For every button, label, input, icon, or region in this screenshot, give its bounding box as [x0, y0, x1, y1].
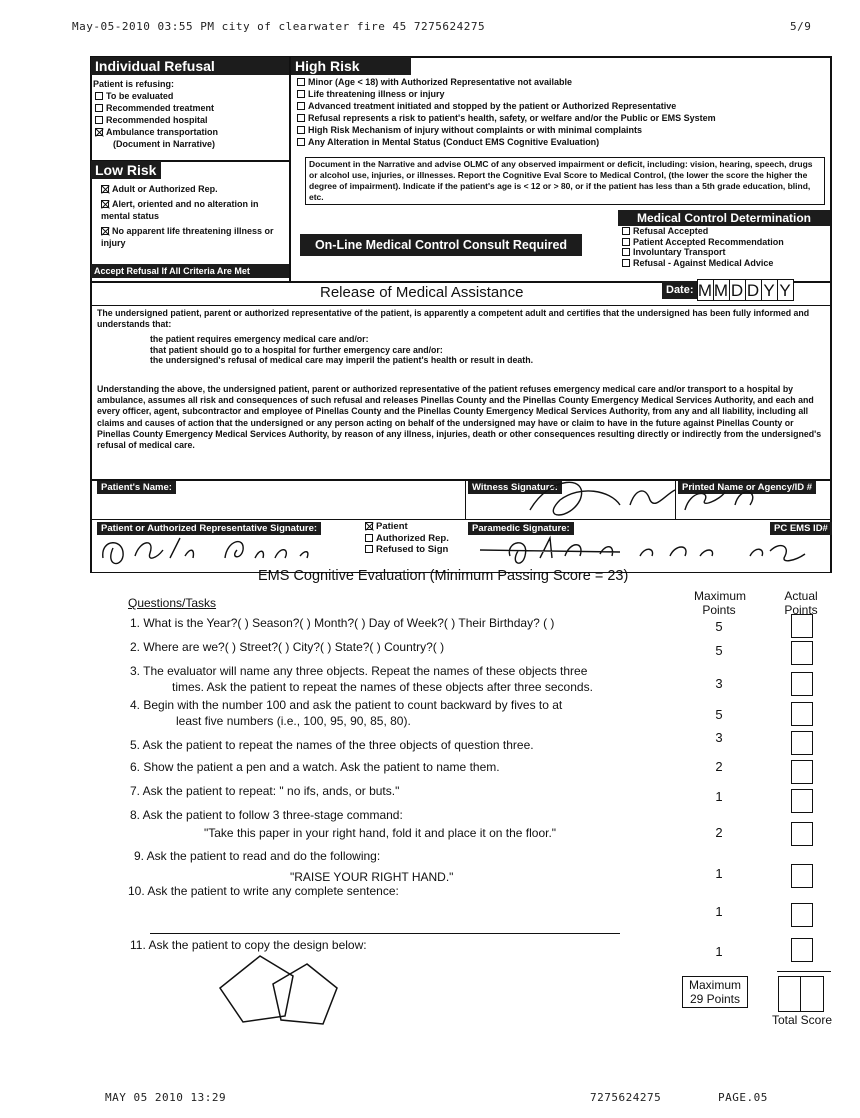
checkbox-icon[interactable] — [297, 114, 305, 122]
checked-checkbox-icon[interactable] — [101, 185, 109, 193]
total-score-label: Total Score — [772, 1013, 833, 1027]
fax-footer-date: MAY 05 2010 13:29 — [105, 1091, 227, 1104]
refusal-note: (Document in Narrative) — [113, 139, 216, 149]
actual-points-box[interactable] — [791, 864, 813, 888]
question-4-cont: least five numbers (i.e., 100, 95, 90, 85, 80). — [176, 714, 411, 728]
refusal-intro: Patient is refusing: — [93, 79, 175, 89]
cognitive-title: EMS Cognitive Evaluation (Minimum Passing Score = 23) — [258, 568, 629, 584]
max-points: 5 — [715, 707, 723, 722]
signer-option-patient[interactable]: Patient — [365, 521, 449, 533]
release-bullets — [150, 334, 810, 366]
checked-checkbox-icon[interactable] — [365, 522, 373, 530]
paramedic-signature-icon — [470, 526, 830, 574]
question-7: 7. Ask the patient to repeat: " no ifs, ands, or buts." — [130, 784, 400, 798]
witness-signature-label: Witness Signature: — [468, 481, 562, 494]
low-risk-section — [91, 161, 289, 249]
high-risk-item[interactable]: Advanced treatment initiated and stopped by the patient or Authorized Representative — [297, 100, 829, 112]
date-box-day[interactable]: D — [729, 279, 746, 301]
question-2: 2. Where are we?( ) Street?( ) City?( ) State?( ) Country?( ) — [130, 640, 445, 654]
medical-control-section — [618, 210, 830, 268]
release-paragraph-1: The undersigned patient, parent or authorized representative of the patient, is apparently a competent adult and certifies that the undersigned has been fully informed and understands that: — [97, 308, 810, 329]
actual-points-box[interactable] — [791, 789, 813, 813]
signer-option-refused[interactable]: Refused to Sign — [365, 544, 449, 556]
question-11: 11. Ask the patient to copy the design below: — [130, 938, 367, 952]
max-points: 2 — [715, 825, 723, 840]
high-risk-item[interactable]: Refusal represents a risk to patient's health, safety, or welfare and/or the Public or EMS System — [297, 112, 829, 124]
refusal-option[interactable]: To be evaluated — [95, 90, 289, 102]
maximum-total-label: Maximum 29 Points — [682, 976, 748, 1008]
question-6: 6. Show the patient a pen and a watch. Ask the patient to name them. — [130, 760, 500, 774]
checkbox-icon[interactable] — [297, 78, 305, 86]
question-4: 4. Begin with the number 100 and ask the patient to count backward by fives to at — [130, 698, 563, 712]
questions-header: Questions/Tasks — [128, 596, 217, 610]
high-risk-item[interactable]: Life threatening illness or injury — [297, 88, 829, 100]
release-bullet: that patient should go to a hospital for further emergency care and/or: — [150, 344, 443, 355]
actual-points-box[interactable] — [791, 731, 813, 755]
individual-refusal-section — [91, 57, 289, 150]
actual-points-box[interactable] — [791, 702, 813, 726]
low-risk-footer: Accept Refusal If All Criteria Are Met — [91, 264, 289, 278]
fax-header-line: May-05-2010 03:55 PM city of clearwater fire 45 7275624275 — [72, 20, 486, 33]
max-points: 1 — [715, 866, 723, 881]
patient-signature-icon — [95, 528, 355, 572]
low-risk-title: Low Risk — [91, 161, 161, 179]
medical-control-option[interactable]: Involuntary Transport — [622, 247, 830, 258]
max-points: 1 — [715, 789, 723, 804]
question-1: 1. What is the Year?( ) Season?( ) Month?( ) Day of Week?( ) Their Birthday? ( ) — [130, 616, 555, 630]
printed-name-label: Printed Name or Agency/ID # — [678, 481, 816, 494]
medical-control-option[interactable]: Refusal - Against Medical Advice — [622, 258, 830, 269]
max-points: 5 — [715, 619, 723, 634]
paramedic-signature-label: Paramedic Signature: — [468, 522, 574, 535]
actual-points-box[interactable] — [791, 672, 813, 696]
high-risk-item[interactable]: High Risk Mechanism of injury without complaints or with minimal complaints — [297, 124, 829, 136]
olmc-consult-label: On-Line Medical Control Consult Required — [300, 234, 582, 256]
checkbox-icon[interactable] — [622, 227, 630, 235]
checkbox-icon[interactable] — [297, 138, 305, 146]
signer-option-authorized-rep[interactable]: Authorized Rep. — [365, 533, 449, 545]
date-box-month[interactable]: M — [713, 281, 729, 300]
date-label: Date: — [662, 281, 698, 299]
actual-points-box[interactable] — [791, 641, 813, 665]
signer-type-options — [365, 521, 449, 556]
witness-signature-icon — [470, 470, 790, 530]
checkbox-icon[interactable] — [622, 259, 630, 267]
patient-rep-signature-label: Patient or Authorized Representative Signature: — [97, 522, 321, 535]
question-5: 5. Ask the patient to repeat the names of the three objects of question three. — [130, 738, 534, 752]
individual-refusal-title: Individual Refusal — [91, 57, 289, 75]
question-9: 9. Ask the patient to read and do the following: — [134, 849, 381, 863]
medical-control-option[interactable]: Refusal Accepted — [622, 226, 830, 237]
checkbox-icon[interactable] — [622, 248, 630, 256]
question-3-cont: times. Ask the patient to repeat the names of these objects after three seconds. — [172, 680, 593, 694]
release-bullet: the undersigned's refusal of medical care may imperil the patient's health or result in death. — [150, 355, 534, 365]
checkbox-icon[interactable] — [622, 238, 630, 246]
checkbox-icon[interactable] — [297, 90, 305, 98]
question-9-cont: "RAISE YOUR RIGHT HAND." — [290, 870, 454, 884]
date-box-month[interactable]: M — [697, 281, 713, 300]
actual-points-box[interactable] — [791, 614, 813, 638]
checkbox-icon[interactable] — [95, 116, 103, 124]
maximum-points-header: Maximum Points — [694, 589, 747, 617]
medical-control-title: Medical Control Determination — [618, 210, 830, 226]
release-paragraph-2: Understanding the above, the undersigned patient, parent or authorized representative of the patient refuses emergency medical care and/or transport to a hospital by ambulance, assumes all risk and consequences of such refusal and releases Pinellas County and the Pinellas County Emergency Medical Services Authority, and each and every officer, agent, subcontractor and employee of Pinellas County and the Pinellas County Emergency Medical Services Authority, from any and all liability, including all claims and causes of action that the undersigned or any person acting on behalf of the undersigned may have or claim to have in the future against Pinellas County or Pinellas County Emergency Medical Services Authority, by reason of any illness, injuries, death or other consequences resulting directly or indirectly from the undersigned's refusal of medical care. — [97, 384, 822, 451]
high-risk-section — [291, 57, 829, 148]
question-8: 8. Ask the patient to follow 3 three-stage command: — [130, 808, 403, 822]
high-risk-title: High Risk — [291, 57, 411, 75]
fax-footer-phone: 7275624275 — [590, 1091, 662, 1104]
max-points: 5 — [715, 643, 723, 658]
question-10: 10. Ask the patient to write any complete sentence: — [128, 884, 399, 898]
date-box-year[interactable]: Y — [761, 279, 778, 301]
date-box-day[interactable]: D — [745, 279, 762, 301]
actual-points-box[interactable] — [791, 938, 813, 962]
checkbox-icon[interactable] — [297, 126, 305, 134]
actual-points-box[interactable] — [791, 903, 813, 927]
checkbox-icon[interactable] — [365, 534, 373, 542]
refusal-option[interactable]: Ambulance transportation — [95, 126, 289, 138]
medical-control-option[interactable]: Patient Accepted Recommendation — [622, 237, 830, 248]
date-box-year[interactable]: Y — [777, 279, 794, 301]
pc-ems-id-label: PC EMS ID# — [770, 522, 832, 535]
actual-points-box[interactable] — [791, 822, 813, 846]
checked-checkbox-icon[interactable] — [95, 128, 103, 136]
max-points: 3 — [715, 676, 723, 691]
high-risk-narrative: Document in the Narrative and advise OLMC of any observed impairment or deficit, including: vision, hearing, speech, drugs or alcohol use, injuries, or illnesses. Report the Cognitive Eval Score to Medical Control, (the lower the score the higher the degree of impairment). Indicate if the patient's age is < 12 or > 80, or if the patient has less than a 5th grade education, blind, etc. — [305, 157, 825, 205]
high-risk-item[interactable]: Any Alteration in Mental Status (Conduct EMS Cognitive Evaluation) — [297, 136, 829, 148]
low-risk-item[interactable]: Adult or Authorized Rep. — [101, 183, 289, 195]
refusal-option[interactable]: Recommended hospital — [95, 114, 289, 126]
max-points: 2 — [715, 759, 723, 774]
checkbox-icon[interactable] — [365, 545, 373, 553]
intersecting-pentagons-icon — [215, 950, 365, 1030]
checkbox-icon[interactable] — [297, 102, 305, 110]
low-risk-item[interactable]: No apparent life threatening illness or injury — [101, 226, 274, 248]
checked-checkbox-icon[interactable] — [101, 200, 109, 208]
actual-points-header: Actual Points — [784, 589, 818, 617]
total-score-box[interactable] — [778, 976, 824, 1012]
sentence-line — [150, 933, 620, 934]
fax-footer-page: PAGE.05 — [718, 1091, 768, 1104]
fax-page-fraction: 5/9 — [790, 20, 812, 33]
max-points: 3 — [715, 730, 723, 745]
max-points: 1 — [715, 944, 723, 959]
release-bullet: the patient requires emergency medical care and/or: — [150, 334, 369, 344]
high-risk-item[interactable]: Minor (Age < 18) with Authorized Representative not available — [297, 76, 829, 88]
checkbox-icon[interactable] — [95, 92, 103, 100]
checkbox-icon[interactable] — [95, 104, 103, 112]
date-field[interactable] — [662, 279, 794, 301]
patient-name-label: Patient's Name: — [97, 481, 176, 494]
max-points: 1 — [715, 904, 723, 919]
release-title: Release of Medical Assistance — [320, 284, 524, 301]
question-8-cont: "Take this paper in your right hand, fold it and place it on the floor." — [204, 826, 557, 840]
low-risk-item[interactable]: Alert, oriented and no alteration in mental status — [101, 199, 259, 221]
checked-checkbox-icon[interactable] — [101, 227, 109, 235]
actual-points-box[interactable] — [791, 760, 813, 784]
refusal-option[interactable]: Recommended treatment — [95, 102, 289, 114]
question-3: 3. The evaluator will name any three objects. Repeat the names of these objects three — [130, 664, 588, 678]
